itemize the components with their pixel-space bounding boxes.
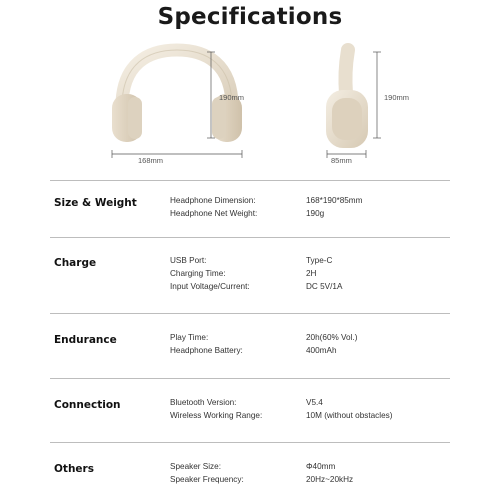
spec-value: 190g	[306, 209, 325, 218]
spec-label: Wireless Working Range:	[170, 411, 263, 420]
front-height-dimension-line	[206, 50, 216, 140]
divider	[50, 237, 450, 238]
spec-value: V5.4	[306, 398, 323, 407]
front-width-label: 168mm	[138, 156, 164, 165]
headphone-front-image	[100, 42, 260, 172]
front-height-label: 190mm	[219, 93, 245, 102]
spec-label: Input Voltage/Current:	[170, 282, 250, 291]
section-endurance	[50, 333, 450, 363]
spec-value: 168*190*85mm	[306, 196, 363, 205]
spec-value: Φ40mm	[306, 462, 336, 471]
spec-value: 20h(60% Vol.)	[306, 333, 358, 342]
spec-value: 2H	[306, 269, 317, 278]
side-width-label: 85mm	[331, 156, 352, 165]
spec-label: Headphone Net Weight:	[170, 209, 258, 218]
section-title: Endurance	[54, 334, 117, 346]
headphone-side-image	[318, 42, 378, 172]
spec-row	[50, 196, 450, 208]
spec-row	[50, 411, 450, 423]
spec-label: Play Time:	[170, 333, 209, 342]
section-connection	[50, 398, 450, 428]
divider	[50, 180, 450, 181]
spec-value: 20Hz~20kHz	[306, 475, 354, 484]
section-title: Size & Weight	[54, 197, 137, 209]
spec-row	[50, 398, 450, 410]
spec-label: Charging Time:	[170, 269, 226, 278]
section-title: Connection	[54, 399, 121, 411]
spec-value: 10M (without obstacles)	[306, 411, 393, 420]
spec-label: Speaker Size:	[170, 462, 221, 471]
section-title: Others	[54, 463, 94, 475]
side-height-label: 190mm	[384, 93, 410, 102]
spec-label: Headphone Battery:	[170, 346, 243, 355]
spec-row	[50, 462, 450, 474]
section-title: Charge	[54, 257, 97, 269]
spec-label: Bluetooth Version:	[170, 398, 237, 407]
divider	[50, 378, 450, 379]
spec-row	[50, 475, 450, 487]
divider	[50, 313, 450, 314]
section-size-weight	[50, 196, 450, 226]
spec-row	[50, 333, 450, 345]
spec-value: DC 5V/1A	[306, 282, 343, 291]
section-charge	[50, 256, 450, 298]
spec-row	[50, 256, 450, 268]
spec-row	[50, 269, 450, 281]
spec-value: 400mAh	[306, 346, 337, 355]
spec-row	[50, 209, 450, 221]
section-others	[50, 462, 450, 492]
spec-label: Headphone Dimension:	[170, 196, 256, 205]
spec-row	[50, 346, 450, 358]
spec-label: USB Port:	[170, 256, 207, 265]
page-title: Specifications	[157, 4, 343, 30]
spec-value: Type-C	[306, 256, 333, 265]
spec-row	[50, 282, 450, 294]
spec-label: Speaker Frequency:	[170, 475, 244, 484]
side-height-dimension-line	[372, 50, 382, 140]
divider	[50, 442, 450, 443]
